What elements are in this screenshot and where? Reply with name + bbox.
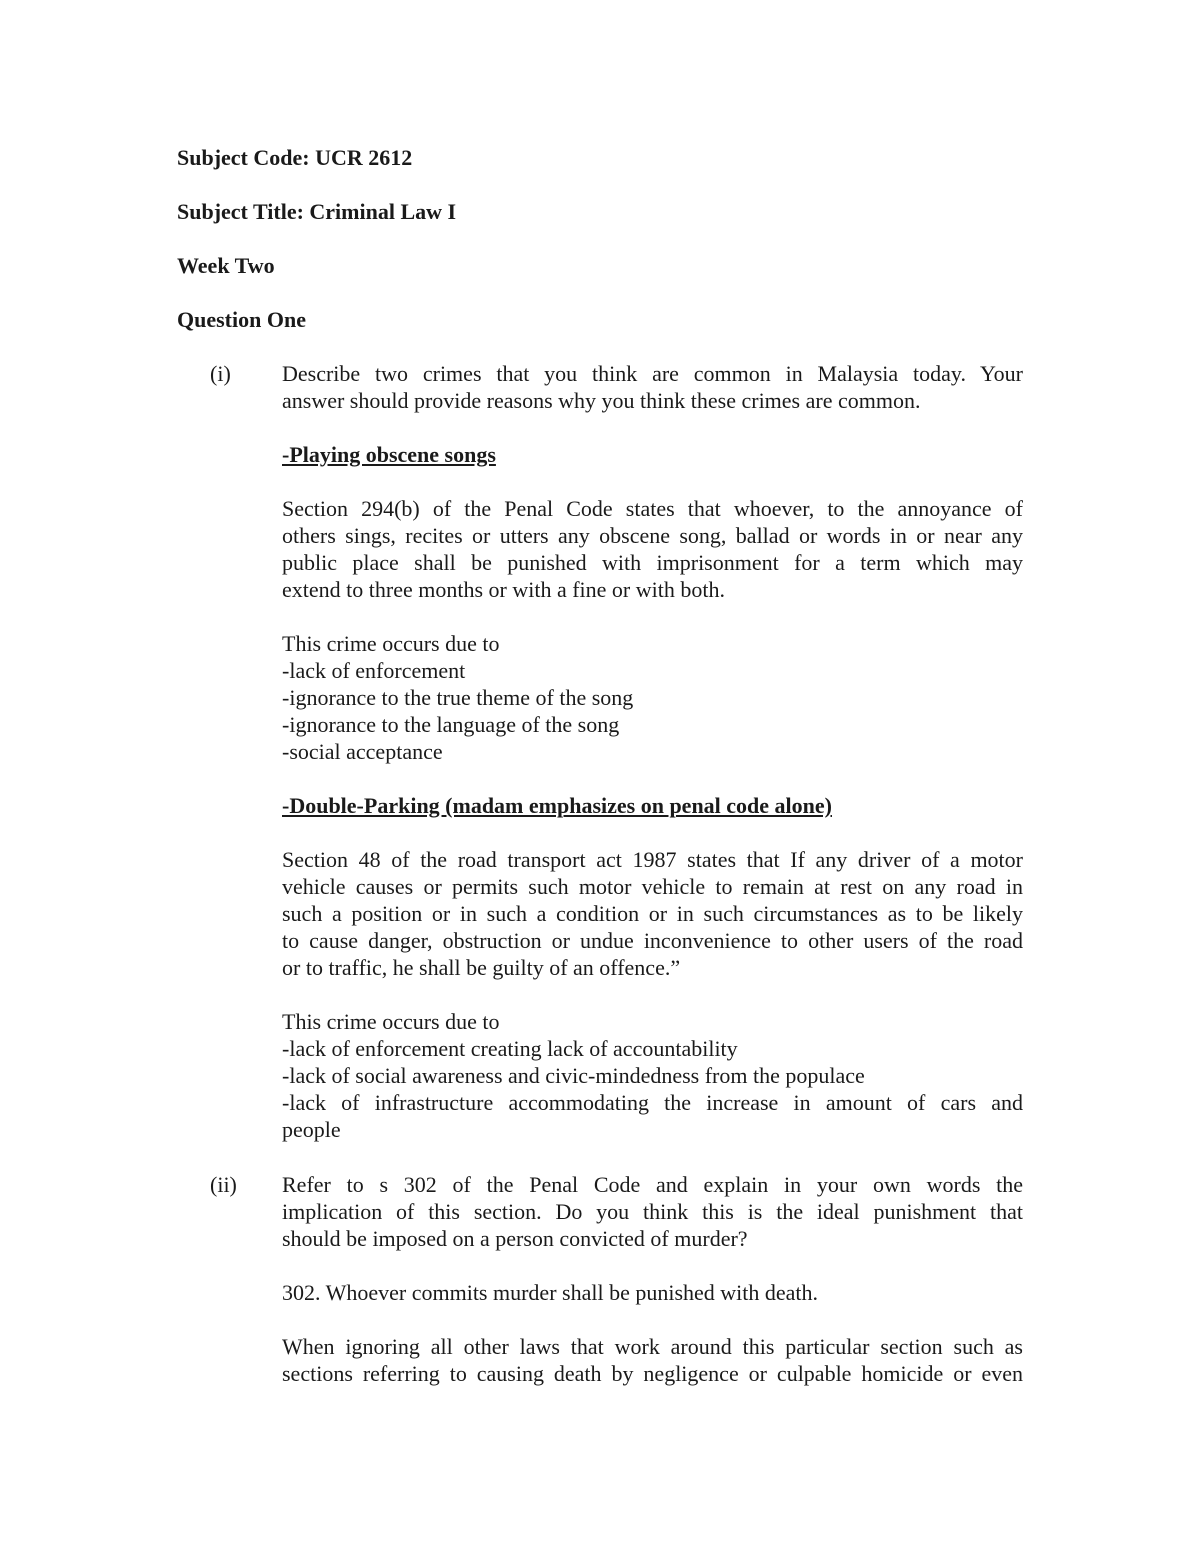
subject-code: Subject Code: UCR 2612 — [177, 145, 413, 170]
crime2-heading: -Double-Parking (madam emphasizes on penal code alone) — [282, 793, 832, 818]
crime2-reason-item: -lack of social awareness and civic-mindedness from the populace — [282, 1063, 865, 1088]
crime1-reason-item: -ignorance to the language of the song — [282, 712, 620, 737]
crime2-reasons-intro: This crime occurs due to — [282, 1009, 500, 1034]
part-i-number: (i) — [210, 361, 231, 386]
crime2-para-line: vehicle causes or permits such motor vehicle to remain at rest on any road in — [282, 874, 1023, 899]
part-ii-prompt-line: should be imposed on a person convicted of murder? — [282, 1226, 748, 1251]
crime2-reason-item: -lack of enforcement creating lack of accountability — [282, 1036, 738, 1061]
crime1-reason-item: -social acceptance — [282, 739, 443, 764]
subject-title: Subject Title: Criminal Law I — [177, 199, 457, 224]
crime2-para-line: Section 48 of the road transport act 1987 states that If any driver of a motor — [282, 847, 1023, 872]
crime1-para-line: Section 294(b) of the Penal Code states that whoever, to the annoyance of — [282, 496, 1023, 521]
part-i-prompt-line2: answer should provide reasons why you think these crimes are common. — [282, 388, 921, 413]
crime2-para-line: to cause danger, obstruction or undue inconvenience to other users of the road — [282, 928, 1023, 953]
crime2-reason-item: -lack of infrastructure accommodating the increase in amount of cars and — [282, 1090, 1023, 1115]
crime1-reasons-intro: This crime occurs due to — [282, 631, 500, 656]
crime2-reason-item: people — [282, 1117, 341, 1142]
crime1-para-line: public place shall be punished with imprisonment for a term which may — [282, 550, 1023, 575]
part-ii-answer-line: sections referring to causing death by negligence or culpable homicide or even — [282, 1361, 1023, 1386]
part-ii-answer-line: When ignoring all other laws that work around this particular section such as — [282, 1334, 1023, 1359]
crime1-reason-item: -ignorance to the true theme of the song — [282, 685, 634, 710]
week-label: Week Two — [177, 253, 275, 278]
crime1-para-line: extend to three months or with a fine or with both. — [282, 577, 725, 602]
section-302-quote: 302. Whoever commits murder shall be punished with death. — [282, 1280, 819, 1305]
part-i-prompt-line1: Describe two crimes that you think are common in Malaysia today. Your — [282, 361, 1023, 386]
part-ii-prompt-line: Refer to s 302 of the Penal Code and explain in your own words the — [282, 1172, 1023, 1197]
part-ii-number: (ii) — [210, 1172, 237, 1197]
crime1-reason-item: -lack of enforcement — [282, 658, 466, 683]
crime1-heading: -Playing obscene songs — [282, 442, 496, 467]
part-ii-prompt-line: implication of this section. Do you think this is the ideal punishment that — [282, 1199, 1023, 1224]
crime2-para-line: or to traffic, he shall be guilty of an offence.” — [282, 955, 681, 980]
crime2-para-line: such a position or in such a condition or in such circumstances as to be likely — [282, 901, 1023, 926]
crime1-para-line: others sings, recites or utters any obscene song, ballad or words in or near any — [282, 523, 1023, 548]
question-heading: Question One — [177, 307, 306, 332]
